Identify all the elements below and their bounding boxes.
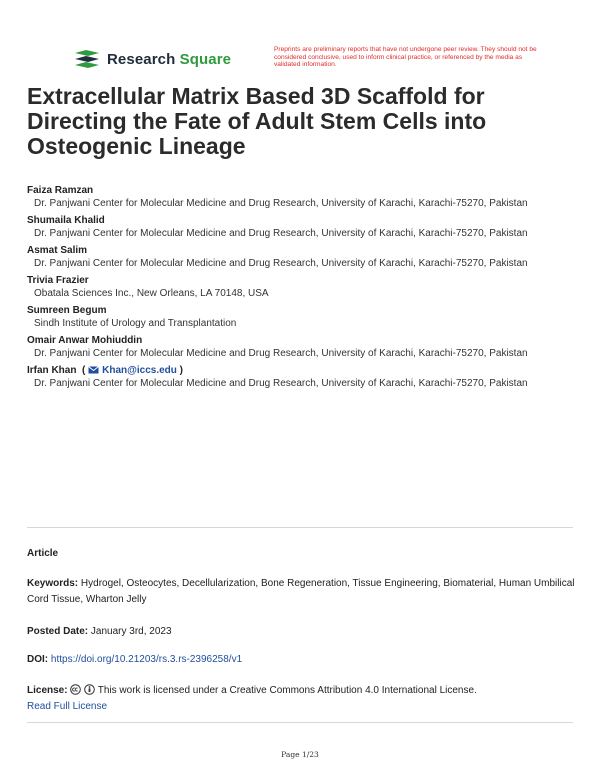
author-name: Omair Anwar Mohiuddin	[27, 335, 143, 346]
author-affiliation: Sindh Institute of Urology and Transplantation	[34, 318, 237, 329]
keywords-value: Hydrogel, Osteocytes, Decellularization, Bone Regeneration, Tissue Engineering, Biomaterial, Human Umbilical Cord Tissue, Wharton Jelly	[27, 578, 575, 605]
logo-text-accent: Square	[179, 50, 232, 68]
author-email: Khan@iccs.edu	[102, 365, 177, 376]
read-full-license-link[interactable]: Read Full License	[27, 701, 108, 712]
posted-date-label: Posted Date:	[27, 626, 89, 637]
author-affiliation: Dr. Panjwani Center for Molecular Medicine and Drug Research, University of Karachi, Karachi-75270, Pakistan	[34, 198, 528, 209]
author-entry	[27, 244, 575, 271]
corresponding-author-name: Irfan Khan ( Khan@iccs.edu )	[27, 365, 184, 376]
doi-link[interactable]: https://doi.org/10.21203/rs.3.rs-2396258/v1	[50, 654, 243, 665]
envelope-icon	[88, 366, 99, 374]
author-entry	[27, 184, 575, 211]
author-entry	[27, 274, 575, 301]
author-entry	[27, 214, 575, 241]
divider	[27, 722, 573, 723]
attribution-icon	[84, 684, 95, 695]
license-text: This work is licensed under a Creative Commons Attribution 4.0 International License.	[97, 685, 477, 696]
author-name: Asmat Salim	[27, 245, 88, 256]
license-label: License:	[27, 685, 68, 696]
keywords	[27, 576, 575, 608]
keywords-label: Keywords:	[27, 578, 79, 589]
author-name: Faiza Ramzan	[27, 185, 94, 196]
logo-text	[107, 51, 231, 68]
license	[27, 683, 575, 715]
doi	[27, 652, 575, 668]
creative-commons-icon	[70, 684, 81, 695]
author-entry	[27, 304, 575, 331]
posted-date	[27, 624, 575, 640]
divider	[27, 527, 573, 528]
author-affiliation: Obatala Sciences Inc., New Orleans, LA 70148, USA	[34, 288, 269, 299]
article-type	[27, 546, 575, 562]
preprint-notice: Preprints are preliminary reports that have not undergone peer review. They should not be considered conclusive, used to inform clinical practice, or referenced by the media as validated information.	[274, 46, 537, 69]
corresponding-author-entry	[27, 364, 575, 391]
doi-label: DOI:	[27, 654, 49, 665]
paper-title: Extracellular Matrix Based 3D Scaffold for Directing the Fate of Adult Stem Cells into Osteogenic Lineage	[27, 83, 487, 159]
author-name: Shumaila Khalid	[27, 215, 105, 226]
author-entry	[27, 334, 575, 361]
author-list	[27, 181, 575, 391]
author-affiliation: Dr. Panjwani Center for Molecular Medicine and Drug Research, University of Karachi, Karachi-75270, Pakistan	[34, 348, 528, 359]
author-name: Sumreen Begum	[27, 305, 107, 316]
logo-text-main: Research	[107, 50, 176, 68]
author-email-link[interactable]	[88, 365, 177, 376]
author-affiliation: Dr. Panjwani Center for Molecular Medicine and Drug Research, University of Karachi, Karachi-75270, Pakistan	[34, 258, 528, 269]
posted-date-value: January 3rd, 2023	[90, 626, 172, 637]
author-affiliation: Dr. Panjwani Center for Molecular Medicine and Drug Research, University of Karachi, Karachi-75270, Pakistan	[34, 228, 528, 239]
article-type-label: Article	[27, 548, 59, 559]
research-square-logo-icon	[74, 49, 100, 69]
author-name: Trivia Frazier	[27, 275, 89, 286]
research-square-logo[interactable]	[74, 49, 231, 69]
page-number: Page 1/23	[281, 750, 319, 759]
author-name: Irfan Khan	[27, 365, 77, 376]
author-affiliation: Dr. Panjwani Center for Molecular Medicine and Drug Research, University of Karachi, Karachi-75270, Pakistan	[34, 378, 528, 389]
